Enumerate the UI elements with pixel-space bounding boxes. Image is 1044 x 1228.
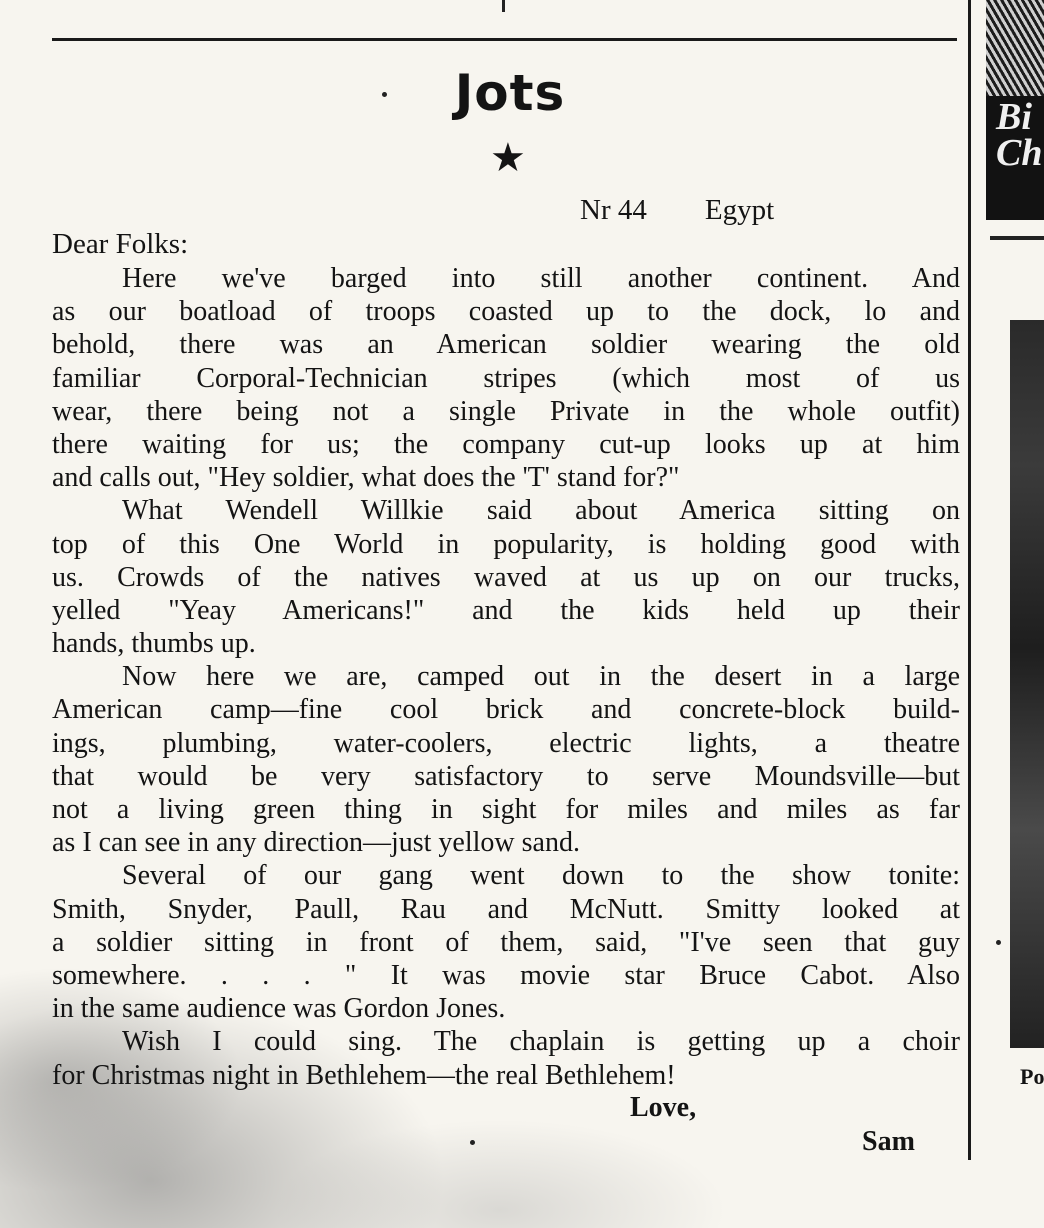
text-line: a soldier sitting in front of them, said, "I've seen that guy: [52, 926, 960, 958]
text-line: somewhere. . . . " It was movie star Bruce Cabot. Also: [52, 959, 960, 991]
previous-article-fragment: [180, 0, 820, 12]
side-rule: [990, 236, 1044, 240]
text-line: What Wendell Willkie said about America sitting on: [122, 495, 960, 527]
text-line: wear, there being not a single Private in the whole outfit): [52, 395, 960, 427]
paragraph: [52, 660, 960, 859]
print-speck: [996, 940, 1001, 945]
text-line: Now here we are, camped out in the desert in a large: [122, 661, 960, 693]
print-speck: [382, 92, 387, 97]
text-line: behold, there was an American soldier wearing the old: [52, 329, 960, 361]
paragraph: [52, 262, 960, 494]
text-line: Wish I could sing. The chaplain is getting up a choir: [122, 1026, 960, 1058]
text-line: ings, plumbing, water-coolers, electric lights, a theatre: [52, 727, 960, 759]
text-line: American camp—fine cool brick and concrete-block build-: [52, 694, 960, 726]
paragraph: [52, 494, 960, 660]
text-line: as our boatload of troops coasted up to the dock, lo and: [52, 296, 960, 328]
dateline: Nr 44 Egypt: [580, 194, 775, 226]
paragraph: [52, 859, 960, 1025]
text-line: in the same audience was Gordon Jones.: [52, 993, 506, 1025]
text-line: as I can see in any direction—just yellow sand.: [52, 827, 580, 859]
banner-text: Bi: [996, 96, 1032, 138]
adjacent-caption: Po: [1020, 1064, 1044, 1089]
salutation: Dear Folks:: [52, 228, 189, 260]
text-line: Several of our gang went down to the show tonite:: [122, 860, 960, 892]
section-rule: [52, 38, 957, 41]
signature: Sam: [862, 1126, 915, 1157]
article-title: Jots: [454, 64, 566, 122]
text-line: us. Crowds of the natives waved at us up on our trucks,: [52, 561, 960, 593]
text-line: top of this One World in popularity, is holding good with: [52, 528, 960, 560]
banner-text: Ch: [996, 132, 1043, 174]
text-line: yelled "Yeay Americans!" and the kids held up their: [52, 594, 960, 626]
closing: Love,: [630, 1092, 697, 1123]
adjacent-photo: [1010, 320, 1044, 1048]
star-icon: ★: [490, 135, 526, 180]
text-line: not a living green thing in sight for miles and miles as far: [52, 794, 960, 825]
column-rule: [968, 0, 971, 1160]
text-line: Smith, Snyder, Paull, Rau and McNutt. Smitty looked at: [52, 893, 960, 925]
text-line: Here we've barged into still another continent. And: [122, 263, 960, 294]
text-line: hands, thumbs up.: [52, 628, 256, 660]
text-line: and calls out, "Hey soldier, what does the 'T' stand for?": [52, 462, 680, 494]
text-line: familiar Corporal-Technician stripes (which most of us: [52, 362, 960, 394]
paragraph: [52, 1025, 960, 1091]
text-line: for Christmas night in Bethlehem—the real Bethlehem!: [52, 1059, 676, 1091]
article-body: [52, 262, 960, 1092]
column-divider: [502, 0, 505, 12]
text-line: that would be very satisfactory to serve Moundsville—but: [52, 760, 960, 792]
text-line: there waiting for us; the company cut-up looks up at him: [52, 428, 960, 460]
print-speck: [470, 1140, 475, 1145]
